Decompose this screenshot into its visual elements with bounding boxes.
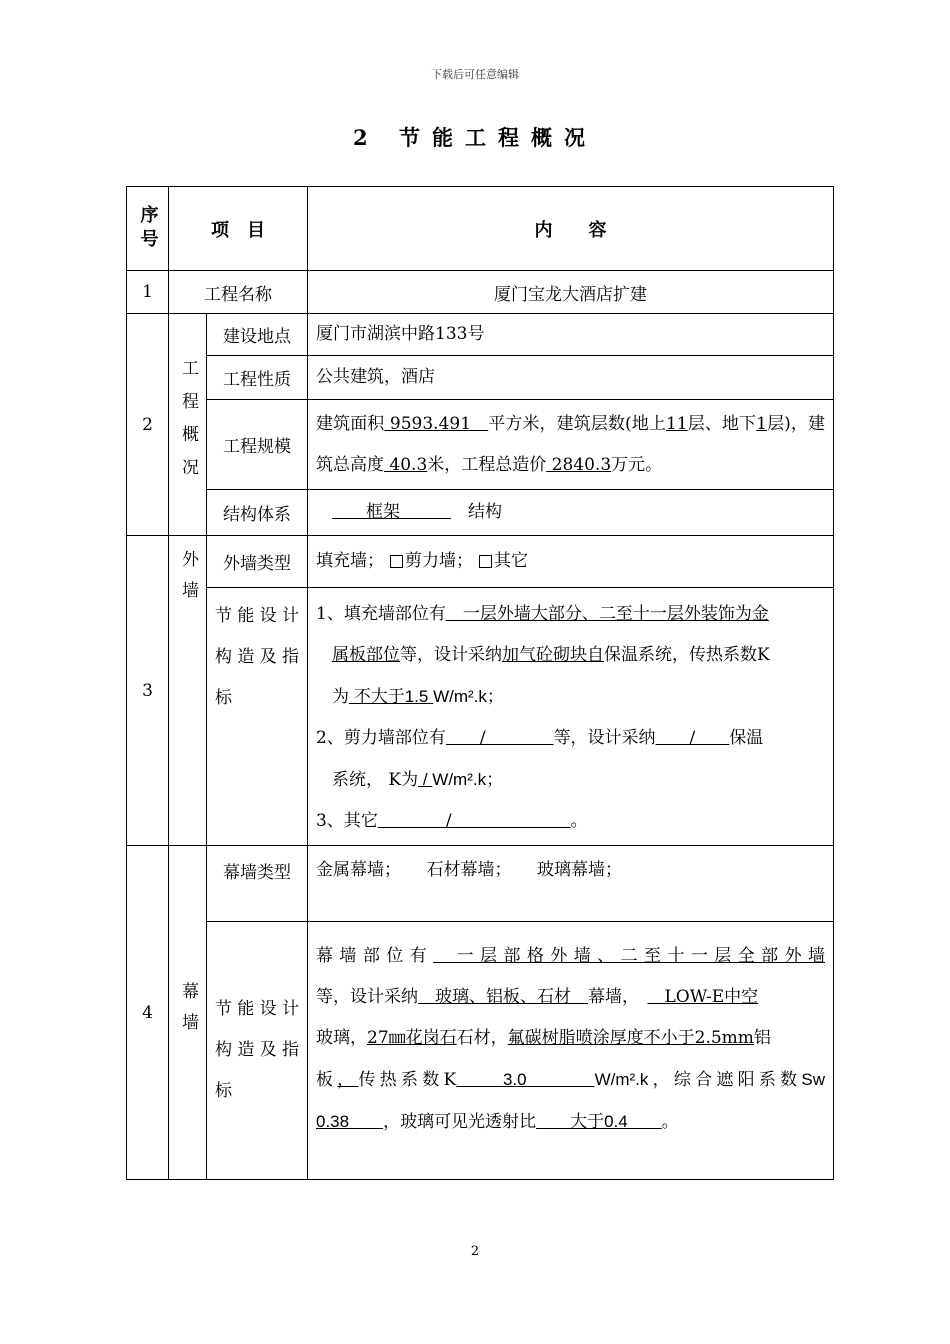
table-row [127, 271, 834, 314]
wall-type-label: 外墙类型 [207, 536, 308, 588]
checkbox-icon [479, 555, 492, 568]
header-content: 内 容 [308, 187, 834, 271]
table-row [127, 356, 834, 400]
curtain-type-label: 幕墙类型 [207, 846, 308, 922]
curtain-type-options: 金属幕墙； 石材幕墙； 玻璃幕墙； [308, 846, 834, 922]
wall-type-options: 填充墙； 剪力墙； 其它 [308, 536, 834, 588]
energy-overview-table [126, 186, 833, 1180]
group-label: 工程概况 [169, 314, 207, 536]
wall-design-label: 节能设计构造及指标 [207, 588, 308, 846]
wall-design-content: 1、填充墙部位有 一层外墙大部分、二至十一层外装饰为金 属板部位等，设计采纳加气砼砌块自保温系统，传热系数K 为 不大于1.5 W/m².k； 2、剪力墙部位有 / 等，设计采纳 / 保温 系统， K为 / W/m².k； 3、其它 / 。 [308, 588, 834, 846]
group-label: 幕墙 [169, 846, 207, 1180]
header-item: 项 目 [169, 187, 308, 271]
structure-label: 结构体系 [207, 490, 308, 536]
header-note: 下载后可任意编辑 [431, 68, 519, 81]
header-no: 序号 [127, 187, 169, 271]
scale-value: 建筑面积 9593.491 平方米，建筑层数(地上11层、地下1层)，建筑总高度 40.3米，工程总造价 2840.3万元。 [308, 400, 834, 490]
project-name: 厦门宝龙大酒店扩建 [308, 271, 834, 314]
table-row [127, 314, 834, 356]
table-row [127, 922, 834, 1180]
row-no: 2 [127, 314, 169, 536]
curtain-design-content: 幕墙部位有 一层部格外墙、二至十一层全部外墙 等，设计采纳 玻璃、铝板、石材 幕墙， LOW-E中空 玻璃，27㎜花岗石石材，氟碳树脂喷涂厚度不小于2.5mm铝 板，传热系数K 3.0 W/m².k，综合遮阳系数Sw 0.38 ，玻璃可见光透射比 大于0.4 。 [308, 922, 834, 1180]
page-title: 2 节能工程概况 [353, 125, 597, 150]
curtain-design-label: 节能设计构造及指标 [207, 922, 308, 1180]
structure-value: 框架 结构 [308, 490, 834, 536]
table-row [127, 400, 834, 490]
table-header-row [127, 187, 834, 271]
table-row [127, 846, 834, 922]
row-no: 3 [127, 536, 169, 846]
row-no: 1 [127, 271, 169, 314]
location-label: 建设地点 [207, 314, 308, 356]
table-row [127, 536, 834, 588]
location-value: 厦门市湖滨中路133号 [308, 314, 834, 356]
checkbox-icon [390, 555, 403, 568]
row-no: 4 [127, 846, 169, 1180]
scale-label: 工程规模 [207, 400, 308, 490]
nature-value: 公共建筑，酒店 [308, 356, 834, 400]
page-number: 2 [470, 1244, 480, 1259]
row-item-label: 工程名称 [169, 271, 308, 314]
table-row [127, 588, 834, 846]
group-label: 外墙 [169, 536, 207, 846]
nature-label: 工程性质 [207, 356, 308, 400]
table-row [127, 490, 834, 536]
